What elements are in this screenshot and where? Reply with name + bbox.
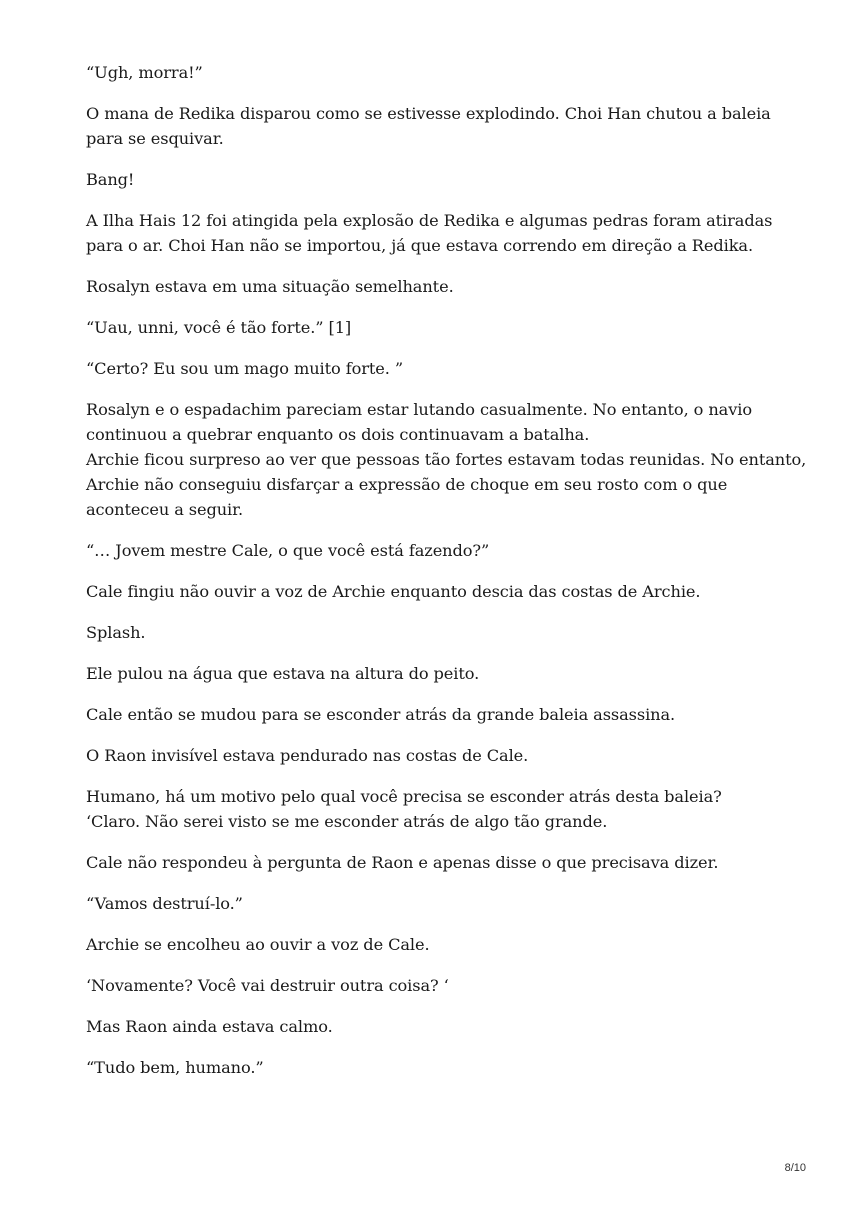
paragraph [86, 397, 806, 522]
paragraph [86, 356, 806, 381]
text-line: para se esquivar. [86, 129, 224, 148]
text-line: “Vamos destruí-lo.” [86, 894, 243, 913]
paragraph [86, 274, 806, 299]
text-line: O mana de Redika disparou como se estivesse explodindo. Choi Han chutou a baleia [86, 104, 771, 123]
paragraph [86, 101, 806, 151]
paragraph [86, 579, 806, 604]
text-line: Cale fingiu não ouvir a voz de Archie enquanto descia das costas de Archie. [86, 582, 701, 601]
document-body [86, 60, 806, 1096]
text-line: “Tudo bem, humano.” [86, 1058, 264, 1077]
paragraph [86, 784, 806, 834]
text-line: Mas Raon ainda estava calmo. [86, 1017, 333, 1036]
paragraph [86, 973, 806, 998]
paragraph [86, 315, 806, 340]
paragraph [86, 60, 806, 85]
paragraph [86, 743, 806, 768]
text-line: para o ar. Choi Han não se importou, já que estava correndo em direção a Redika. [86, 236, 754, 255]
text-line: “Certo? Eu sou um mago muito forte. ” [86, 359, 404, 378]
text-line: “Uau, unni, você é tão forte.” [1] [86, 318, 352, 337]
text-line: Archie ficou surpreso ao ver que pessoas tão fortes estavam todas reunidas. No entanto, [86, 450, 807, 469]
paragraph [86, 167, 806, 192]
text-line: Cale não respondeu à pergunta de Raon e apenas disse o que precisava dizer. [86, 853, 719, 872]
paragraph [86, 891, 806, 916]
paragraph [86, 1055, 806, 1080]
text-line: “… Jovem mestre Cale, o que você está fazendo?” [86, 541, 490, 560]
paragraph [86, 1014, 806, 1039]
text-line: ‘Claro. Não serei visto se me esconder atrás de algo tão grande. [86, 812, 608, 831]
paragraph [86, 208, 806, 258]
text-line: Rosalyn e o espadachim pareciam estar lutando casualmente. No entanto, o navio [86, 400, 752, 419]
text-line: A Ilha Hais 12 foi atingida pela explosão de Redika e algumas pedras foram atiradas [86, 211, 773, 230]
text-line: Ele pulou na água que estava na altura do peito. [86, 664, 480, 683]
paragraph [86, 538, 806, 563]
text-line: Splash. [86, 623, 146, 642]
text-line: Archie não conseguiu disfarçar a expressão de choque em seu rosto com o que [86, 475, 728, 494]
text-line: O Raon invisível estava pendurado nas costas de Cale. [86, 746, 529, 765]
paragraph [86, 620, 806, 645]
text-line: Bang! [86, 170, 135, 189]
text-line: Rosalyn estava em uma situação semelhante. [86, 277, 454, 296]
text-line: Humano, há um motivo pelo qual você precisa se esconder atrás desta baleia? [86, 787, 722, 806]
page-number: 8/10 [784, 1162, 806, 1174]
paragraph [86, 661, 806, 686]
text-line: “Ugh, morra!” [86, 63, 203, 82]
text-line: ‘Novamente? Você vai destruir outra coisa? ‘ [86, 976, 449, 995]
text-line: Cale então se mudou para se esconder atrás da grande baleia assassina. [86, 705, 676, 724]
text-line: continuou a quebrar enquanto os dois continuavam a batalha. [86, 425, 590, 444]
paragraph [86, 702, 806, 727]
paragraph [86, 850, 806, 875]
text-line: aconteceu a seguir. [86, 500, 244, 519]
paragraph [86, 932, 806, 957]
text-line: Archie se encolheu ao ouvir a voz de Cale. [86, 935, 430, 954]
